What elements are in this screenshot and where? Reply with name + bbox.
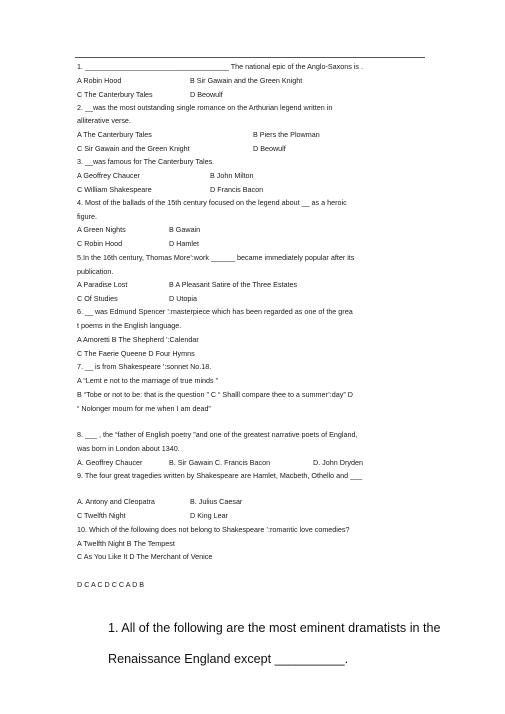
q7-stem: 7. __ is from Shakespeare ’:sonnet No.18.	[77, 362, 212, 371]
q5-stem-line-1: 5.In the 16th century, Thomas More’:work ______ became immediately popular after its	[77, 253, 355, 262]
q2-option-a: A The Canterbury Tales	[77, 130, 152, 139]
q1-option-c: C The Canterbury Tales	[77, 90, 153, 99]
q3-option-a: A Geoffrey Chaucer	[77, 171, 140, 180]
q7-option-a: A “Lemt e not to the marriage of true minds ”	[77, 376, 219, 385]
q6-options-row-1: A Amoretti B The Shepherd ’:Calendar	[77, 335, 199, 344]
q2-option-c: C Sir Gawain and the Green Knight	[77, 144, 190, 153]
q7-option-d-text: “ Nolonger mourn for me when I am dead”	[77, 404, 211, 413]
q2-option-b: B Piers the Plowman	[253, 130, 320, 139]
q6-stem-line-2: t poems in the English language.	[77, 321, 182, 330]
q10-stem: 10. Which of the following does not belong to Shakespeare ’:romantic love comedies?	[77, 525, 350, 534]
next-question-line-2: Renaissance England except __________.	[108, 652, 349, 666]
q1-option-a: A Robin Hood	[77, 76, 122, 85]
q5-stem-line-2: publication.	[77, 267, 114, 276]
q3-stem: 3. __was famous for The Canterbury Tales.	[77, 157, 215, 166]
q5-option-a: A Paradise Lost	[77, 280, 128, 289]
q1-stem: 1. ____________________________________ The national epic of the Anglo-Saxons is .	[77, 62, 364, 71]
q8-stem-line-2: was born in London about 1340.	[77, 444, 180, 453]
q4-option-d: D Hamlet	[169, 239, 199, 248]
answer-key: D C A C D C C A D B	[77, 580, 145, 589]
q9-option-b: B. Julius Caesar	[190, 497, 243, 506]
top-rule	[75, 57, 425, 58]
q3-option-b: B John Milton	[210, 171, 254, 180]
q2-option-d: D Beowulf	[253, 144, 286, 153]
q9-option-a: A. Antony and Cleopatra	[77, 497, 155, 506]
q4-option-b: B Gawain	[169, 225, 201, 234]
q8-stem-line-1: 8. ___ , the “father of English poetry ”and one of the greatest narrative poets of England,	[77, 430, 358, 439]
q9-option-c: C Twelfth Night	[77, 511, 126, 520]
q9-stem: 9. The four great tragedies written by Shakespeare are Hamlet, Macbeth, Othello and ___	[77, 471, 363, 480]
q2-stem-line-2: alliterative verse.	[77, 116, 131, 125]
q5-option-b: B A Pleasant Satire of the Three Estates	[169, 280, 298, 289]
q3-option-d: D Francis Bacon	[210, 185, 264, 194]
q4-stem-line-1: 4. Most of the ballads of the 15th century focused on the legend about __ as a heroic	[77, 198, 347, 207]
q10-options-row-2: C As You Like It D The Merchant of Venice	[77, 552, 213, 561]
q1-option-b: B Sir Gawain and the Green Knight	[190, 76, 303, 85]
q4-stem-line-2: figure.	[77, 212, 97, 221]
q2-stem-line-1: 2. __was the most outstanding single romance on the Arthurian legend written in	[77, 103, 333, 112]
q8-option-b-c: B. Sir Gawain C. Francis Bacon	[169, 458, 271, 467]
q1-option-d: D Beowulf	[190, 90, 223, 99]
q6-stem-line-1: 6. __ was Edmund Spencer ’:masterpiece which has been regarded as one of the grea	[77, 307, 353, 316]
q5-option-c: C Of Studies	[77, 294, 118, 303]
q4-option-a: A Green Nights	[77, 225, 126, 234]
q3-option-c: C William Shakespeare	[77, 185, 152, 194]
q8-option-a: A. Geoffrey Chaucer	[77, 458, 143, 467]
q7-options-b-c-d: B “Tobe or not to be: that is the question ” C “ Shalll compare thee to a summer’:day” D	[77, 390, 353, 399]
q5-option-d: D Utopia	[169, 294, 197, 303]
q6-options-row-2: C The Faerie Queene D Four Hymns	[77, 349, 195, 358]
q4-option-c: C Robin Hood	[77, 239, 123, 248]
q9-option-d: D King Lear	[190, 511, 228, 520]
q10-options-row-1: A Twelfth Night B The Tempest	[77, 539, 175, 548]
q8-option-d: D. John Dryden	[313, 458, 363, 467]
next-question-line-1: 1. All of the following are the most eminent dramatists in the	[108, 621, 441, 635]
